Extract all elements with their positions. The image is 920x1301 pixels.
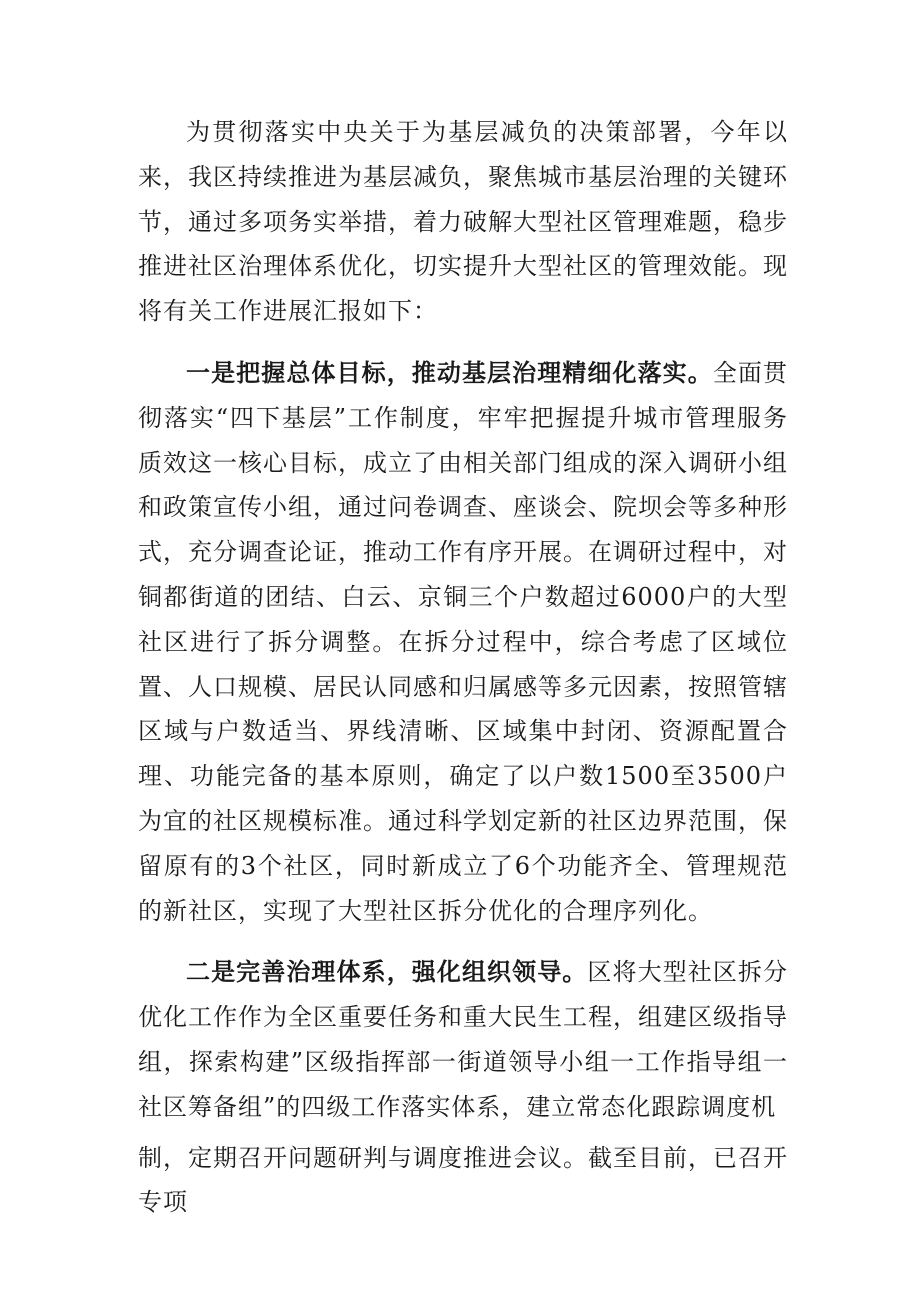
section-one-paragraph — [138, 351, 788, 933]
section-one-text: 全面贯彻落实“四下基层”工作制度，牢牢把握提升城市管理服务质效这一核心目标，成立了由相关部门组成的深入调研小组和政策宣传小组，通过问卷调查、座谈会、院坝会等多种形式，充分调查论证，推动工作有序开展。在调研过程中，对铜都街道的团结、白云、京铜三个户数超过6000户的大型社区进行了拆分调整。在拆分过程中，综合考虑了区域位置、人口规模、居民认同感和归属感等多元因素，按照管辖区域与户数适当、界线清晰、区域集中封闭、资源配置合理、功能完备的基本原则，确定了以户数1500至3500户为宜的社区规模标准。通过科学划定新的社区边界范围，保留原有的3个社区，同时新成立了6个功能齐全、管理规范的新社区，实现了大型社区拆分优化的合理序列化。 — [138, 358, 789, 925]
intro-paragraph — [138, 110, 788, 334]
section-two-continuation — [138, 1136, 788, 1226]
section-two-text: 区将大型社区拆分优化工作作为全区重要任务和重大民生工程，组建区级指导组，探索构建”区级指挥部一街道领导小组一工作指导组一社区筹备组”的四级工作落实体系，建立常态化跟踪调度机 — [138, 958, 788, 1121]
intro-paragraph-text: 为贯彻落实中央关于为基层减负的决策部署，今年以来，我区持续推进为基层减负，聚焦城市基层治理的关键环节，通过多项务实举措，着力破解大型社区管理难题，稳步推进社区治理体系优化，切实提升大型社区的管理效能。现将有关工作进展汇报如下： — [138, 118, 788, 326]
section-two-heading: 二是完善治理体系，强化组织领导。 — [186, 957, 588, 987]
section-two-paragraph — [138, 950, 788, 1129]
section-one-heading: 一是把握总体目标，推动基层治理精细化落实。 — [186, 357, 713, 387]
section-two-continuation-text: 制，定期召开问题研判与调度推进会议。截至目前，已召开专项 — [138, 1143, 788, 1217]
document-body — [138, 110, 788, 1225]
